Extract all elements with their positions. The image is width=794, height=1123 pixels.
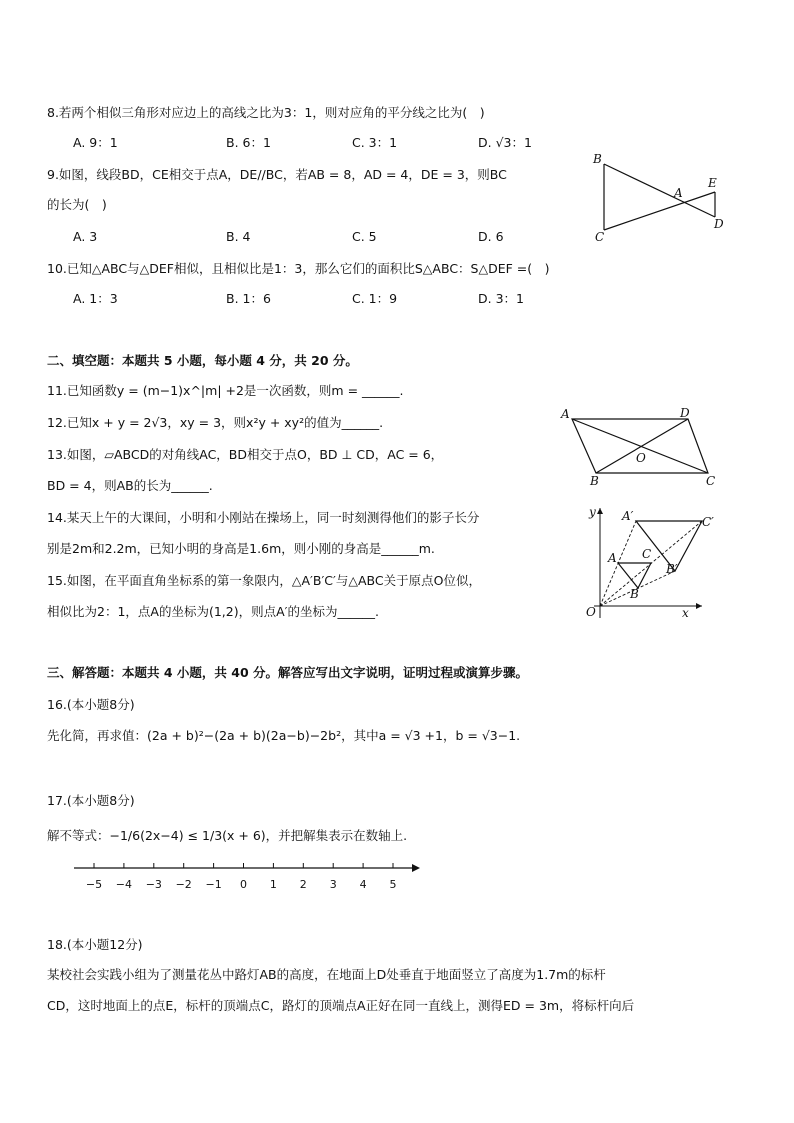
q10-option-d: D. 3：1 [478, 291, 524, 306]
section2-heading: 二、填空题：本题共 5 小题，每小题 4 分，共 20 分。 [47, 353, 358, 368]
q9-option-c: C. 5 [352, 229, 377, 244]
q17-tick-label: −5 [85, 878, 103, 891]
q8-option-b: B. 6：1 [226, 135, 271, 150]
q17-tick-label: 2 [299, 878, 307, 891]
q13-label-a: A [561, 407, 570, 421]
q17-tick-label: 0 [240, 878, 247, 891]
q13-stem-line2: BD = 4，则AB的长为______. [47, 478, 213, 493]
q17-tick-label: 1 [269, 878, 277, 891]
q17-title: 17.(本小题8分) [47, 793, 135, 808]
q13-figure [556, 404, 724, 488]
q8-option-a: A. 9：1 [73, 135, 118, 150]
q18-line1: 某校社会实践小组为了测量花丛中路灯AB的高度，在地面上D处垂直于地面竖立了高度为1.7m的标杆 [47, 967, 606, 982]
q15-label-y: y [589, 505, 596, 519]
q8-stem: 8.若两个相似三角形对应边上的高线之比为3：1，则对应角的平分线之比为( ) [47, 105, 485, 120]
q8-option-c: C. 3：1 [352, 135, 398, 150]
q17-tick-label: −1 [205, 878, 222, 891]
q18-title: 18.(本小题12分) [47, 937, 143, 952]
q15-label-c: C [642, 547, 652, 561]
q13-label-o: O [636, 451, 646, 465]
q9-stem-line1: 9.如图，线段BD，CE相交于点A，DE//BC，若AB = 8，AD = 4，DE = 3，则BC [47, 167, 507, 182]
q9-option-a: A. 3 [73, 229, 98, 244]
q10-option-a: A. 1：3 [73, 291, 118, 306]
q9-label-c: C [595, 230, 605, 244]
q17-number-line [68, 856, 428, 892]
q9-stem-line2: 的长为( ) [47, 197, 107, 212]
q10-stem: 10.已知△ABC与△DEF相似，且相似比是1：3，那么它们的面积比S△ABC：S△DEF =( ) [47, 261, 550, 276]
q16-title: 16.(本小题8分) [47, 697, 135, 712]
q15-label-b: B [630, 587, 639, 601]
q15-figure [578, 500, 718, 624]
q9-label-b: B [593, 152, 602, 166]
q17-tick-label: 4 [359, 878, 367, 891]
q14-stem-line2: 别是2m和2.2m，已知小明的身高是1.6m，则小刚的身高是______m. [47, 541, 435, 556]
q17-tick-label: −3 [145, 878, 162, 891]
q8-option-d: D. √3：1 [478, 135, 532, 150]
q15-label-a: A [608, 551, 617, 565]
q15-stem-line1: 15.如图，在平面直角坐标系的第一象限内，△A′B′C′与△ABC关于原点O位似， [47, 573, 481, 588]
q9-label-e: E [708, 176, 717, 190]
q17-tick-label: −4 [115, 878, 133, 891]
q9-label-d: D [714, 217, 724, 231]
q9-figure [588, 148, 738, 244]
q15-label-o: O [586, 605, 596, 619]
q15-label-x: x [682, 606, 689, 620]
q17-tick-label: −2 [175, 878, 192, 891]
q11-stem: 11.已知函数y = (m−1)x^|m| +2是一次函数，则m = ______. [47, 383, 404, 398]
q15-label-b-prime: B′ [666, 562, 678, 576]
q9-option-d: D. 6 [478, 229, 504, 244]
q17-stem: 解不等式：−1/6(2x−4) ≤ 1/3(x + 6)，并把解集表示在数轴上. [47, 828, 408, 843]
q15-stem-line2: 相似比为2：1，点A的坐标为(1,2)，则点A′的坐标为______. [47, 604, 379, 619]
q9-option-b: B. 4 [226, 229, 251, 244]
q9-segment-bd [604, 164, 715, 217]
q13-label-d: D [680, 406, 690, 420]
q14-stem-line1: 14.某天上午的大课间，小明和小刚站在操场上，同一时刻测得他们的影子长分 [47, 510, 480, 525]
q13-stem-line1: 13.如图，▱ABCD的对角线AC，BD相交于点O，BD ⊥ CD，AC = 6， [47, 447, 444, 462]
q15-label-a-prime: A′ [622, 509, 634, 523]
q10-option-b: B. 1：6 [226, 291, 271, 306]
q9-label-a: A [674, 186, 683, 200]
q17-axis-arrow [412, 864, 420, 872]
q17-tick-label: 5 [389, 878, 397, 891]
q10-option-c: C. 1：9 [352, 291, 398, 306]
q13-label-b: B [590, 474, 599, 488]
q12-stem: 12.已知x + y = 2√3，xy = 3，则x²y + xy²的值为______. [47, 415, 384, 430]
q17-tick-label: 3 [329, 878, 337, 891]
q13-label-c: C [706, 474, 716, 488]
q16-stem: 先化简，再求值：(2a + b)²−(2a + b)(2a−b)−2b²，其中a = √3 +1，b = √3−1. [47, 728, 521, 743]
section3-heading: 三、解答题：本题共 4 小题，共 40 分。解答应写出文字说明，证明过程或演算步骤。 [47, 665, 529, 680]
q18-line2: CD，这时地面上的点E，标杆的顶端点C，路灯的顶端点A正好在同一直线上，测得ED = 3m，将标杆向后 [47, 998, 635, 1013]
q15-label-c-prime: C′ [702, 515, 714, 529]
q9-segment-ce [604, 192, 715, 230]
